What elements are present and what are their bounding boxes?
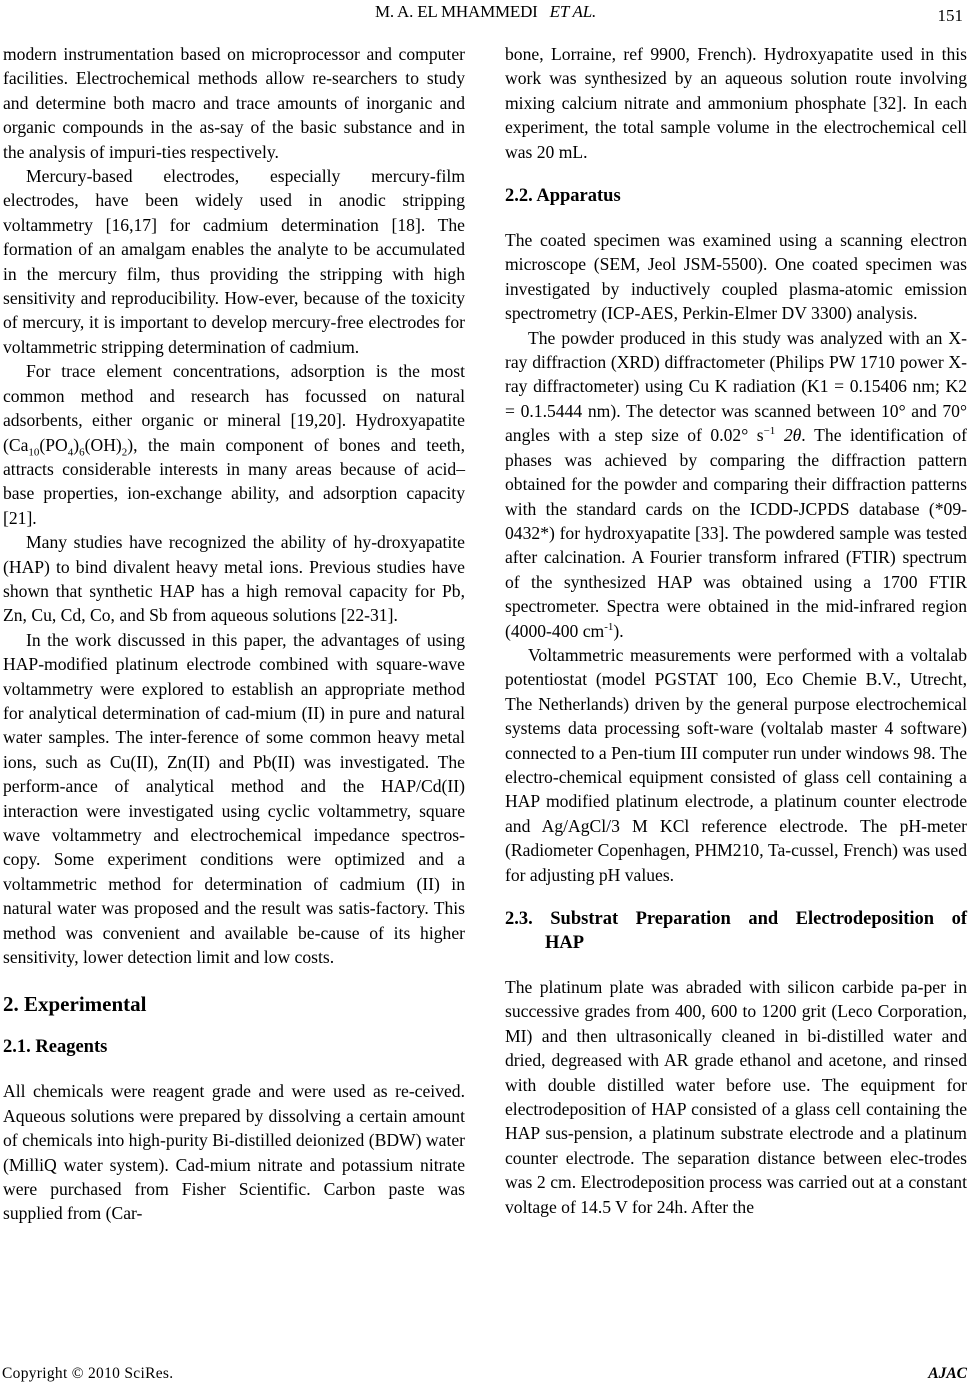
text-run: The powder produced in this study was analyzed with an X-ray diffraction (XRD) diffractometer (Philips PW 1710 power X-ray diffractometer) using Cu K radiation (K1 = 0.15406 nm; K2 = 0.1.5444 nm). The detector was scanned between 10° and 70° angles with a step size of 0.02° s [505,327,967,446]
running-header [0,2,971,24]
paragraph: All chemicals were reagent grade and were used as re-ceived. Aqueous solutions were prepared by dissolving a certain amount of chemicals into high-purity Bi-distilled deionized (BDW) water (MilliQ water system). Cad-mium nitrate and potassium nitrate were purchased from Fisher Scientific. Carbon paste was supplied from (Car- [3,1081,465,1224]
copyright-notice: Copyright © 2010 SciRes. [2,1365,174,1382]
subscript: 2 [121,446,128,459]
text-run-italic: 2θ [775,425,802,446]
journal-abbreviation: AJAC [928,1365,967,1382]
spacer [505,887,967,907]
subsection-heading-reagents: 2.1. Reagents [3,1037,108,1058]
subsection-heading-substrat-preparation: 2.3. Substrat Preparation and Electrodeposition of HAP [505,909,967,953]
spacer [505,164,967,184]
header-et-al: ET AL. [549,2,597,21]
subsection-heading-apparatus: 2.2. Apparatus [505,186,621,207]
text-run: (PO [39,434,68,455]
section-heading-experimental: 2. Experimental [3,992,147,1017]
subscript: 10 [28,446,40,459]
paragraph: Voltammetric measurements were performed with a voltalab potentiostat (model PGSTAT 100, Eco Chemie B.V., Utrecht, The Netherlands) driven by the general purpose electrochemical systems data processing soft-ware (voltalab master 4 software) connected to a Pen-tium III computer run under windows 98. The electro-chemical equipment consisted of glass cell containing a HAP modified platinum electrode, a platinum counter electrode and Ag/AgCl/3 M KCl reference electrode. The pH-meter (Radiometer Copenhagen, PHM210, Ta-cussel, French) was used for adjusting pH values. [505,644,967,885]
page-footer [0,1365,971,1385]
paragraph-xrd [505,326,967,643]
header-authors: M. A. EL MHAMMEDI [374,2,538,21]
paragraph: The platinum plate was abraded with silicon carbide pa-per in successive grades from 400, 600 to 1200 grit (Leco Corporation, MI) and then ultrasonically cleaned in bi-distilled water and dried, degreased with AR grade ethanol and acetone, and rinsed with double distilled water before use. The equipment for electrodeposition of HAP consisted of a glass cell containing the HAP sus-pension, a platinum substrate electrode and a platinum counter electrode. The separation distance between elec-trodes was 2 cm. Electrodeposition process was carried out at a constant voltage of 14.5 V for 24h. After the [505,977,967,1217]
paragraph: modern instrumentation based on microprocessor and computer facilities. Electrochemical methods allow re-searchers to study and determine both macro and trace amounts of inorganic and organic compounds in the as-say of the basic substance and in the analysis of impuri-ties respectively. [3,44,465,162]
subscript: 6 [79,446,85,459]
left-column [3,42,465,1226]
text-run: (OH) [84,434,122,455]
superscript: -1 [604,620,614,633]
running-head-authors [0,2,971,22]
paragraph-hydroxyapatite [3,359,465,530]
paragraph: In the work discussed in this paper, the advantages of using HAP-modified platinum electrode combined with square-wave voltammetry were explored to establish an appropriate method for analytical determination of cad-mium (II) in pure and natural water samples. The inter-ference of some common heavy metal ions, such as Cu(II), Zn(II) and Pb(II) was investigated. The perform-ance of analytical method and the HAP/Cd(II) interaction were investigated using cyclic voltammetry, square wave voltammetry and electrochemical impedance spectros-copy. Some experiment conditions were optimized and a voltammetric method for determination of cadmium (II) in natural water was proposed and the result was satis-factory. This method was convenient and available be-cause of its higher sensitivity, lower detection limit and low costs. [3,629,465,968]
text-run: ) [73,434,80,455]
paragraph: bone, Lorraine, ref 9900, French). Hydroxyapatite used in this work was synthesized by an aqueous solution route involving mixing calcium nitrate and ammonium phosphate [32]. In each experiment, the total sample volume in the electrochemical cell was 20 mL. [505,44,967,162]
text-run: ), the main component of bones and teeth, attracts considerable interests in many areas because of acid–base properties, ion-exchange ability, and adsorption capacity [21]. [3,434,465,528]
paragraph: Mercury-based electrodes, especially mercury-film electrodes, have been widely used in anodic stripping voltammetry [16,17] for cadmium determination [18]. The formation of an amalgam enables the analyte to be accumulated in the mercury film, thus providing the stripping with high sensitivity and reproducibility. How-ever, because of the toxicity of mercury, it is important to develop mercury-free electrodes for voltammetric stripping determination of cadmium. [3,166,465,357]
text-run: . The identification of phases was achieved by comparing the diffraction pattern obtained for the powder and comparing their diffraction patterns with the standard cards on the ICDD-JCPDS database (*09-0432*) for hydroxyapatite [33]. The powdered sample was tested after calcination. A Fourier transform infrared (FTIR) spectrum of the synthesized HAP was obtained using a 1700 FTIR spectrometer. Spectra were obtained in the mid-infrared region (4000-400 cm [505,425,967,641]
right-column [505,42,967,1219]
page-number: 151 [937,6,963,25]
subscript: 4 [67,446,74,459]
superscript: −1 [763,425,776,438]
paragraph: Many studies have recognized the ability of hy-droxyapatite (HAP) to bind divalent heavy metal ions. Previous studies have shown that synthetic HAP has a high removal capacity for Pb, Zn, Cu, Cd, Co, and Sb from aqueous solutions [22-31]. [3,532,465,626]
paragraph: The coated specimen was examined using a scanning electron microscope (SEM, Jeol JSM-5500). One coated specimen was investigated by inductively coupled plasma-atomic emission spectrometry (ICP-AES, Perkin-Elmer DV 3300) analysis. [505,230,967,324]
text-run: For trace element concentrations, adsorption is the most common method and research has focussed on natural adsorbents, either organic or mineral [19,20]. Hydroxyapatite (Ca [3,361,465,455]
text-run: ). [613,620,624,641]
